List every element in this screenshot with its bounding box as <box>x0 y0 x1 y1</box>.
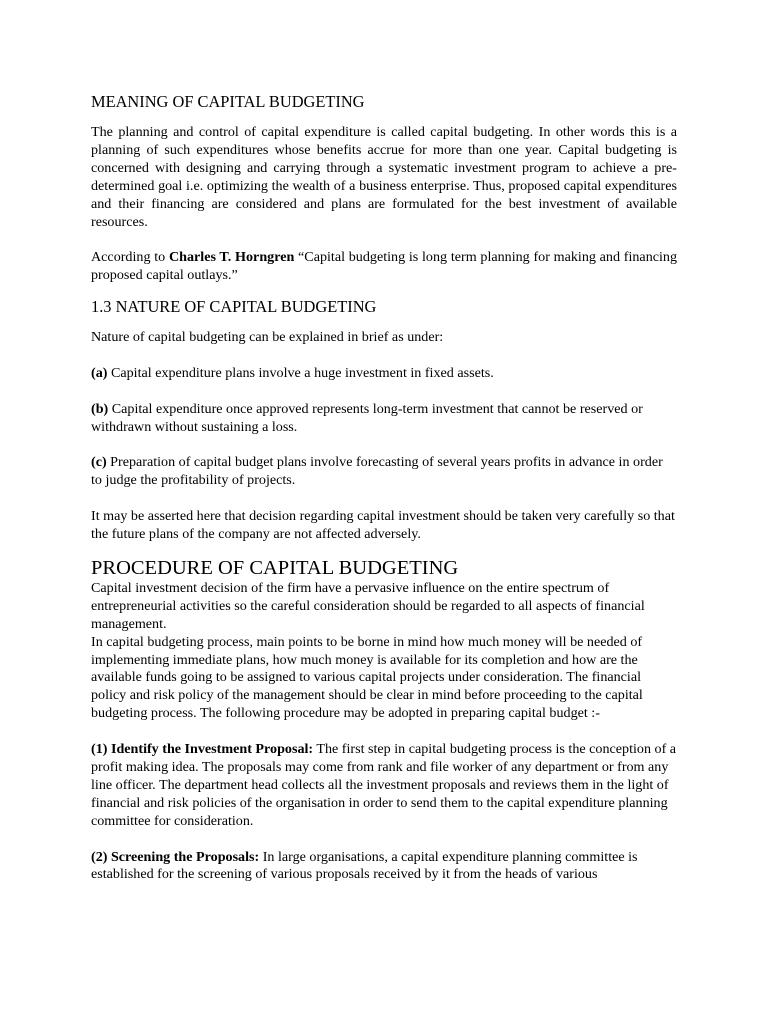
paragraph-nature-intro: Nature of capital budgeting can be explained in brief as under: <box>91 329 444 346</box>
procedure-step <box>91 741 677 831</box>
paragraph-quote <box>91 249 677 285</box>
paragraph-nature-conclusion: It may be asserted here that decision regarding capital investment should be taken very carefully so that the future plans of the company are not affected adversely. <box>91 508 675 543</box>
document-page <box>91 92 677 884</box>
procedure-step <box>91 849 677 885</box>
list-item <box>91 401 677 437</box>
procedure-step-heading: (1) Identify the Investment Proposal: <box>91 741 314 758</box>
list-item-marker: (a) <box>91 364 108 381</box>
quote-text: “Capital budgeting is long term planning for making and financing proposed capital outlays.” <box>91 249 678 284</box>
list-item <box>91 454 677 490</box>
section-title-meaning: MEANING OF CAPITAL BUDGETING <box>91 92 365 111</box>
list-item-text: Capital expenditure plans involve a huge investment in fixed assets. <box>107 364 494 381</box>
section-title-procedure: PROCEDURE OF CAPITAL BUDGETING <box>91 556 459 579</box>
paragraph-procedure-detail: In capital budgeting process, main points to be borne in mind how much money will be needed of implementing immediate plans, how much money is available for its completion and how are the available funds going to be assigned to various capital projects under consideration. The financial policy and risk policy of the management should be clear in mind before proceeding to the capital budgeting process. The following procedure may be adopted in preparing capital budget :- <box>91 633 643 722</box>
list-item-text: Capital expenditure once approved represents long-term investment that cannot be reserved or withdrawn without sustaining a loss. <box>91 400 643 435</box>
list-item <box>91 365 677 383</box>
quote-prefix: According to <box>91 249 169 266</box>
paragraph-definition: The planning and control of capital expenditure is called capital budgeting. In other words this is a planning of such expenditures whose benefits accrue for more than one year. Capital budgeting is concerned with designing and carrying through a systematic investment program to achieve a pre-determined goal i.e. optimizing the wealth of a business enterprise. Thus, proposed capital expenditures and their financing are considered and plans are formulated for the best investment of available resources. <box>91 124 677 230</box>
quote-author: Charles T. Horngren <box>168 249 295 266</box>
list-item-marker: (b) <box>91 400 109 417</box>
section-title-nature: 1.3 NATURE OF CAPITAL BUDGETING <box>91 297 377 317</box>
list-item-marker: (c) <box>91 454 107 471</box>
procedure-step-heading: (2) Screening the Proposals: <box>91 848 260 865</box>
procedure-step-text: In large organisations, a capital expenditure planning committee is established for the screening of various proposals received by it from the heads of various <box>91 848 638 883</box>
procedure-step-text: The first step in capital budgeting process is the conception of a profit making idea. The proposals may come from rank and file worker of any department or from any line officer. The department head collects all the investment proposals and reviews them in the light of financial and risk policies of the organisation in order to send them to the capital expenditure planning committee for consideration. <box>91 741 677 829</box>
list-item-text: Preparation of capital budget plans involve forecasting of several years profits in advance in order to judge the profitability of projects. <box>91 454 663 489</box>
paragraph-procedure-intro: Capital investment decision of the firm have a pervasive influence on the entire spectrum of entrepreneurial activities so the careful consideration should be regarded to all aspects of financial management. <box>91 579 645 632</box>
